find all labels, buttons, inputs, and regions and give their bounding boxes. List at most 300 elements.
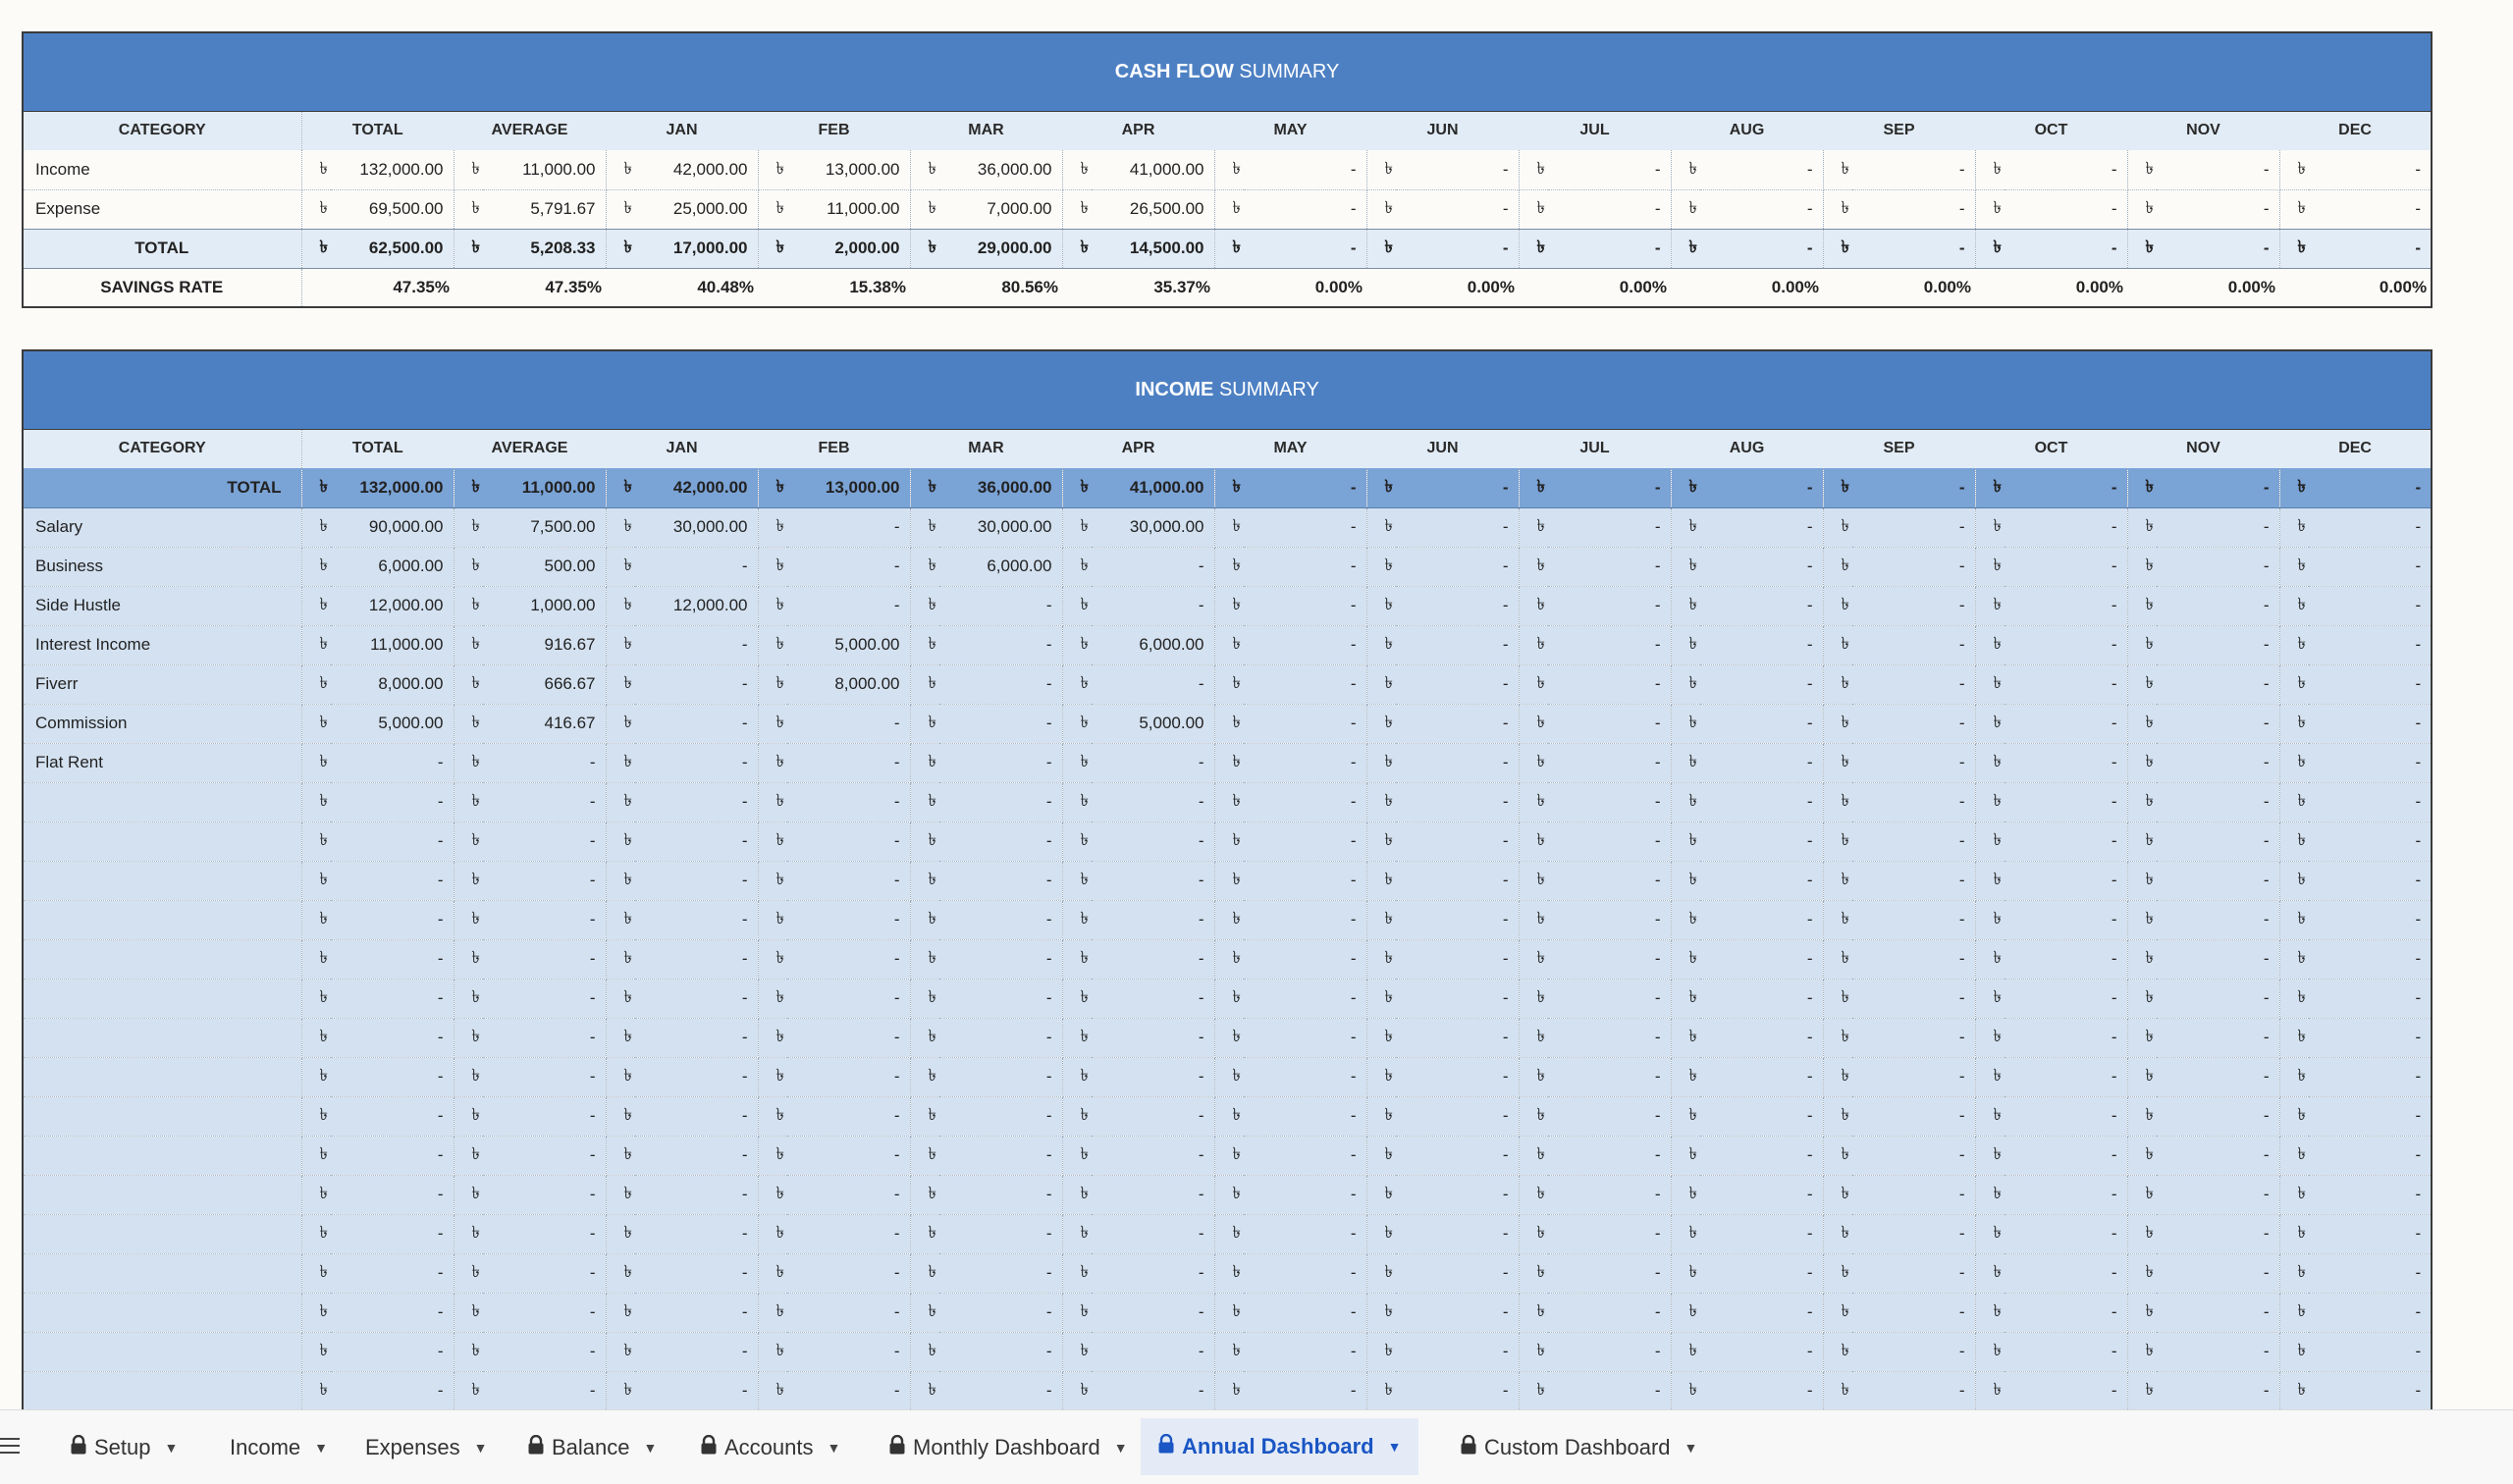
column-header-total: TOTAL	[301, 429, 454, 468]
jan-value: 42,000.00	[635, 150, 758, 189]
mar-value: -	[939, 1175, 1062, 1214]
tab-annual-dashboard[interactable]	[1141, 1418, 1418, 1475]
currency-symbol: ৳	[301, 1018, 331, 1057]
column-header-apr: APR	[1062, 111, 1214, 150]
currency-symbol: ৳	[1671, 939, 1700, 979]
currency-symbol: ৳	[1214, 1136, 1244, 1175]
caret-down-icon[interactable]: ▼	[643, 1440, 658, 1456]
oct-value: -	[2005, 1057, 2127, 1096]
apr-value: -	[1092, 900, 1214, 939]
currency-symbol: ৳	[1671, 547, 1700, 586]
currency-symbol: ৳	[1671, 900, 1700, 939]
may-value: -	[1244, 1175, 1366, 1214]
table-row[interactable]	[23, 704, 2432, 743]
currency-symbol: ৳	[1214, 1175, 1244, 1214]
currency-symbol: ৳	[1823, 1214, 1852, 1253]
currency-symbol: ৳	[1671, 507, 1700, 547]
currency-symbol: ৳	[1062, 1253, 1092, 1293]
category-cell	[23, 861, 301, 900]
table-row[interactable]	[23, 1057, 2432, 1096]
sep-value: -	[1852, 743, 1975, 782]
average-value: 11,000.00	[483, 468, 606, 507]
currency-symbol: ৳	[910, 1214, 939, 1253]
currency-symbol: ৳	[758, 979, 787, 1018]
currency-symbol: ৳	[910, 704, 939, 743]
currency-symbol: ৳	[2127, 586, 2157, 625]
feb-value: -	[787, 1136, 910, 1175]
currency-symbol: ৳	[1671, 1057, 1700, 1096]
table-row[interactable]	[23, 979, 2432, 1018]
currency-symbol: ৳	[758, 625, 787, 664]
currency-symbol: ৳	[1366, 822, 1396, 861]
column-header-may: MAY	[1214, 111, 1366, 150]
category-cell: Commission	[23, 704, 301, 743]
currency-symbol: ৳	[606, 189, 635, 229]
currency-symbol: ৳	[1671, 979, 1700, 1018]
currency-symbol: ৳	[1671, 1175, 1700, 1214]
category-cell	[23, 979, 301, 1018]
currency-symbol: ৳	[2127, 704, 2157, 743]
nov-value: -	[2157, 1253, 2279, 1293]
tab-label: Balance	[552, 1435, 630, 1459]
oct-value: -	[2005, 1371, 2127, 1410]
lock-icon	[701, 1435, 717, 1460]
currency-symbol: ৳	[301, 229, 331, 268]
table-row[interactable]	[23, 189, 2432, 229]
table-row[interactable]	[23, 1018, 2432, 1057]
currency-symbol: ৳	[1823, 782, 1852, 822]
currency-symbol: ৳	[910, 1175, 939, 1214]
mar-value: -	[939, 625, 1062, 664]
currency-symbol: ৳	[606, 1214, 635, 1253]
table-row[interactable]	[23, 268, 2432, 307]
lock-icon	[1461, 1435, 1476, 1460]
tab-monthly-dashboard[interactable]	[889, 1426, 1128, 1469]
currency-symbol: ৳	[1062, 1057, 1092, 1096]
oct-value: -	[2005, 468, 2127, 507]
sep-value: -	[1852, 1332, 1975, 1371]
table-row[interactable]	[23, 1175, 2432, 1214]
currency-symbol: ৳	[301, 664, 331, 704]
caret-down-icon[interactable]: ▼	[314, 1440, 329, 1456]
total-value: -	[331, 979, 454, 1018]
jul-value: -	[1548, 861, 1671, 900]
jul-value: -	[1548, 822, 1671, 861]
currency-symbol: ৳	[1062, 1018, 1092, 1057]
column-header-average: AVERAGE	[454, 111, 606, 150]
oct-value: -	[2005, 1096, 2127, 1136]
table-row[interactable]	[23, 1096, 2432, 1136]
currency-symbol: ৳	[2279, 1332, 2309, 1371]
currency-symbol: ৳	[1975, 1096, 2005, 1136]
jan-value: -	[635, 743, 758, 782]
aug-value: -	[1700, 150, 1823, 189]
currency-symbol: ৳	[1975, 1332, 2005, 1371]
jan-value: -	[635, 861, 758, 900]
dec-value: -	[2309, 664, 2432, 704]
feb-value: -	[787, 1214, 910, 1253]
may-value: -	[1244, 468, 1366, 507]
tab-expenses[interactable]	[365, 1426, 487, 1469]
currency-symbol: ৳	[454, 507, 483, 547]
table-row[interactable]	[23, 664, 2432, 704]
oct-value: -	[2005, 1175, 2127, 1214]
nov-value: -	[2157, 1293, 2279, 1332]
category-cell: Income	[23, 150, 301, 189]
dec-value: -	[2309, 229, 2432, 268]
jan-value: -	[635, 1371, 758, 1410]
currency-symbol: ৳	[1062, 1096, 1092, 1136]
oct-value: -	[2005, 547, 2127, 586]
total-value: -	[331, 1214, 454, 1253]
apr-value: 6,000.00	[1092, 625, 1214, 664]
oct-value: -	[2005, 150, 2127, 189]
currency-symbol: ৳	[1366, 1096, 1396, 1136]
currency-symbol: ৳	[1823, 1096, 1852, 1136]
currency-symbol: ৳	[1823, 547, 1852, 586]
apr-value: -	[1092, 979, 1214, 1018]
table-row[interactable]	[23, 743, 2432, 782]
oct-value: -	[2005, 1253, 2127, 1293]
currency-symbol: ৳	[2127, 625, 2157, 664]
currency-symbol: ৳	[454, 189, 483, 229]
caret-down-icon[interactable]: ▼	[1684, 1440, 1698, 1456]
tab-custom-dashboard[interactable]	[1461, 1426, 1697, 1469]
income-header-row	[23, 429, 2432, 468]
currency-symbol: ৳	[301, 1371, 331, 1410]
feb-value: -	[787, 900, 910, 939]
currency-symbol: ৳	[910, 822, 939, 861]
nov-value: -	[2157, 861, 2279, 900]
dec-value: -	[2309, 1057, 2432, 1096]
currency-symbol: ৳	[1214, 743, 1244, 782]
column-header-feb: FEB	[758, 111, 910, 150]
currency-symbol: ৳	[606, 229, 635, 268]
apr-value: -	[1092, 1332, 1214, 1371]
menu-icon[interactable]	[0, 1438, 24, 1458]
average-value: -	[483, 979, 606, 1018]
currency-symbol: ৳	[301, 822, 331, 861]
currency-symbol: ৳	[1366, 1214, 1396, 1253]
feb-value: -	[787, 1253, 910, 1293]
currency-symbol: ৳	[1214, 1018, 1244, 1057]
oct-value: -	[2005, 1293, 2127, 1332]
tab-accounts[interactable]	[701, 1426, 840, 1469]
jul-value: -	[1548, 743, 1671, 782]
mar-value: -	[939, 939, 1062, 979]
currency-symbol: ৳	[1366, 229, 1396, 268]
aug-value: -	[1700, 939, 1823, 979]
currency-symbol: ৳	[1214, 1293, 1244, 1332]
jul-value: -	[1548, 979, 1671, 1018]
currency-symbol: ৳	[1214, 782, 1244, 822]
currency-symbol: ৳	[1214, 468, 1244, 507]
currency-symbol: ৳	[1823, 1253, 1852, 1293]
currency-symbol: ৳	[1975, 900, 2005, 939]
mar-value: -	[939, 900, 1062, 939]
apr-value: -	[1092, 743, 1214, 782]
currency-symbol: ৳	[1975, 229, 2005, 268]
aug-value: -	[1700, 782, 1823, 822]
currency-symbol: ৳	[758, 150, 787, 189]
currency-symbol: ৳	[1975, 150, 2005, 189]
currency-symbol: ৳	[454, 1253, 483, 1293]
oct-value: -	[2005, 1214, 2127, 1253]
dec-value: -	[2309, 1332, 2432, 1371]
currency-symbol: ৳	[301, 189, 331, 229]
currency-symbol: ৳	[758, 1371, 787, 1410]
currency-symbol: ৳	[1975, 979, 2005, 1018]
dec-value: -	[2309, 743, 2432, 782]
mar-value: 30,000.00	[939, 507, 1062, 547]
total-value: -	[331, 939, 454, 979]
currency-symbol: ৳	[2127, 1018, 2157, 1057]
may-value: -	[1244, 1214, 1366, 1253]
currency-symbol: ৳	[2279, 782, 2309, 822]
currency-symbol: ৳	[1671, 861, 1700, 900]
nov-value: -	[2157, 625, 2279, 664]
nov-value: -	[2157, 704, 2279, 743]
currency-symbol: ৳	[301, 586, 331, 625]
average-value: -	[483, 900, 606, 939]
currency-symbol: ৳	[1214, 979, 1244, 1018]
currency-symbol: ৳	[1823, 704, 1852, 743]
apr-value: -	[1092, 1253, 1214, 1293]
jun-value: -	[1396, 547, 1519, 586]
currency-symbol: ৳	[1366, 1018, 1396, 1057]
apr-value: -	[1092, 1371, 1214, 1410]
table-row[interactable]	[23, 782, 2432, 822]
table-row[interactable]	[23, 586, 2432, 625]
jan-value: -	[635, 822, 758, 861]
average-value: -	[483, 743, 606, 782]
currency-symbol: ৳	[1519, 861, 1548, 900]
column-header-jan: JAN	[606, 429, 758, 468]
jan-value: -	[635, 1175, 758, 1214]
may-value: -	[1244, 1096, 1366, 1136]
may-value: -	[1244, 586, 1366, 625]
currency-symbol: ৳	[758, 1253, 787, 1293]
jul-value: -	[1548, 1096, 1671, 1136]
table-row[interactable]	[23, 1214, 2432, 1253]
dec-value: -	[2309, 1136, 2432, 1175]
column-header-dec: DEC	[2279, 429, 2432, 468]
caret-down-icon[interactable]: ▼	[1113, 1440, 1128, 1456]
tab-income[interactable]	[230, 1426, 328, 1469]
table-row[interactable]	[23, 1293, 2432, 1332]
currency-symbol: ৳	[454, 1096, 483, 1136]
currency-symbol: ৳	[301, 1214, 331, 1253]
table-row[interactable]	[23, 1136, 2432, 1175]
currency-symbol: ৳	[910, 150, 939, 189]
apr-value: -	[1092, 1096, 1214, 1136]
average-value: -	[483, 782, 606, 822]
currency-symbol: ৳	[606, 979, 635, 1018]
currency-symbol: ৳	[2279, 861, 2309, 900]
may-value: -	[1244, 150, 1366, 189]
sep-value: -	[1852, 979, 1975, 1018]
currency-symbol: ৳	[1823, 900, 1852, 939]
category-cell	[23, 1136, 301, 1175]
category-cell	[23, 1293, 301, 1332]
average-value: 7,500.00	[483, 507, 606, 547]
table-row[interactable]	[23, 939, 2432, 979]
currency-symbol: ৳	[1062, 547, 1092, 586]
income-table	[22, 349, 2433, 1411]
category-cell	[23, 1253, 301, 1293]
column-header-nov: NOV	[2127, 111, 2279, 150]
currency-symbol: ৳	[758, 468, 787, 507]
caret-down-icon[interactable]: ▼	[827, 1440, 841, 1456]
total-value: -	[331, 1057, 454, 1096]
table-row[interactable]	[23, 507, 2432, 547]
table-row[interactable]	[23, 468, 2432, 507]
total-value: 90,000.00	[331, 507, 454, 547]
table-row[interactable]	[23, 547, 2432, 586]
currency-symbol: ৳	[301, 704, 331, 743]
currency-symbol: ৳	[758, 1096, 787, 1136]
feb-value: -	[787, 743, 910, 782]
may-value: -	[1244, 664, 1366, 704]
dec-value: -	[2309, 1253, 2432, 1293]
apr-value: 26,500.00	[1092, 189, 1214, 229]
lock-icon	[528, 1435, 544, 1460]
currency-symbol: ৳	[1671, 150, 1700, 189]
dec-value: -	[2309, 1096, 2432, 1136]
currency-symbol: ৳	[301, 507, 331, 547]
category-cell: TOTAL	[23, 229, 301, 268]
apr-value: -	[1092, 861, 1214, 900]
currency-symbol: ৳	[1519, 1253, 1548, 1293]
sep-value: -	[1852, 704, 1975, 743]
currency-symbol: ৳	[454, 1136, 483, 1175]
tab-setup[interactable]	[71, 1426, 178, 1469]
currency-symbol: ৳	[2127, 189, 2157, 229]
currency-symbol: ৳	[910, 586, 939, 625]
average-value: 1,000.00	[483, 586, 606, 625]
caret-down-icon[interactable]: ▼	[473, 1440, 488, 1456]
cashflow-title	[23, 32, 2432, 111]
currency-symbol: ৳	[2279, 547, 2309, 586]
aug-value: -	[1700, 586, 1823, 625]
total-value: -	[331, 782, 454, 822]
currency-symbol: ৳	[910, 782, 939, 822]
currency-symbol: ৳	[1366, 861, 1396, 900]
oct-value: -	[2005, 782, 2127, 822]
currency-symbol: ৳	[2279, 507, 2309, 547]
table-row[interactable]	[23, 861, 2432, 900]
currency-symbol: ৳	[454, 743, 483, 782]
currency-symbol: ৳	[1519, 900, 1548, 939]
caret-down-icon[interactable]: ▼	[1387, 1439, 1402, 1455]
column-header-category: CATEGORY	[23, 111, 301, 150]
currency-symbol: ৳	[910, 468, 939, 507]
currency-symbol: ৳	[2279, 229, 2309, 268]
currency-symbol: ৳	[2279, 900, 2309, 939]
currency-symbol: ৳	[2127, 939, 2157, 979]
mar-value: 36,000.00	[939, 150, 1062, 189]
jun-value: -	[1396, 507, 1519, 547]
currency-symbol: ৳	[2127, 150, 2157, 189]
table-row[interactable]	[23, 1371, 2432, 1410]
currency-symbol: ৳	[2279, 625, 2309, 664]
currency-symbol: ৳	[758, 1136, 787, 1175]
currency-symbol: ৳	[2279, 189, 2309, 229]
currency-symbol: ৳	[1975, 1214, 2005, 1253]
cashflow-header-row	[23, 111, 2432, 150]
may-value: -	[1244, 822, 1366, 861]
dec-value: -	[2309, 1371, 2432, 1410]
dec-value: -	[2309, 507, 2432, 547]
jun-value: -	[1396, 822, 1519, 861]
currency-symbol: ৳	[606, 1175, 635, 1214]
currency-symbol: ৳	[301, 900, 331, 939]
category-cell: Salary	[23, 507, 301, 547]
may-value: -	[1244, 1136, 1366, 1175]
nov-value: -	[2157, 1136, 2279, 1175]
total-value: 12,000.00	[331, 586, 454, 625]
mar-value: -	[939, 1214, 1062, 1253]
currency-symbol: ৳	[301, 743, 331, 782]
cashflow-title-bold: CASH FLOW	[1114, 60, 1234, 82]
table-row[interactable]	[23, 822, 2432, 861]
table-row[interactable]	[23, 900, 2432, 939]
table-row[interactable]	[23, 1332, 2432, 1371]
average-value: 5,791.67	[483, 189, 606, 229]
currency-symbol: ৳	[2279, 1018, 2309, 1057]
currency-symbol: ৳	[1062, 229, 1092, 268]
feb-value: 8,000.00	[787, 664, 910, 704]
caret-down-icon[interactable]: ▼	[164, 1440, 179, 1456]
table-row[interactable]	[23, 625, 2432, 664]
currency-symbol: ৳	[1975, 1057, 2005, 1096]
total-value: -	[331, 1253, 454, 1293]
currency-symbol: ৳	[2127, 1175, 2157, 1214]
currency-symbol: ৳	[1671, 1096, 1700, 1136]
sheet-tab-bar	[0, 1409, 2513, 1484]
currency-symbol: ৳	[1366, 547, 1396, 586]
currency-symbol: ৳	[454, 664, 483, 704]
sep-value: -	[1852, 1136, 1975, 1175]
currency-symbol: ৳	[606, 1293, 635, 1332]
table-row[interactable]	[23, 150, 2432, 189]
currency-symbol: ৳	[2279, 586, 2309, 625]
table-row[interactable]	[23, 1253, 2432, 1293]
category-cell: Side Hustle	[23, 586, 301, 625]
aug-value: -	[1700, 547, 1823, 586]
currency-symbol: ৳	[454, 1214, 483, 1253]
currency-symbol: ৳	[2127, 1096, 2157, 1136]
nov-value: -	[2157, 1175, 2279, 1214]
apr-value: 41,000.00	[1092, 150, 1214, 189]
currency-symbol: ৳	[1975, 507, 2005, 547]
currency-symbol: ৳	[1975, 1293, 2005, 1332]
jan-value: 12,000.00	[635, 586, 758, 625]
tab-balance[interactable]	[528, 1426, 657, 1469]
currency-symbol: ৳	[606, 704, 635, 743]
currency-symbol: ৳	[910, 743, 939, 782]
currency-symbol: ৳	[2127, 229, 2157, 268]
dec-value: -	[2309, 1175, 2432, 1214]
currency-symbol: ৳	[910, 1096, 939, 1136]
jul-value: -	[1548, 625, 1671, 664]
table-row[interactable]	[23, 229, 2432, 268]
currency-symbol: ৳	[1519, 979, 1548, 1018]
currency-symbol: ৳	[1366, 586, 1396, 625]
currency-symbol: ৳	[1214, 1214, 1244, 1253]
currency-symbol: ৳	[1062, 861, 1092, 900]
average-value: -	[483, 1175, 606, 1214]
